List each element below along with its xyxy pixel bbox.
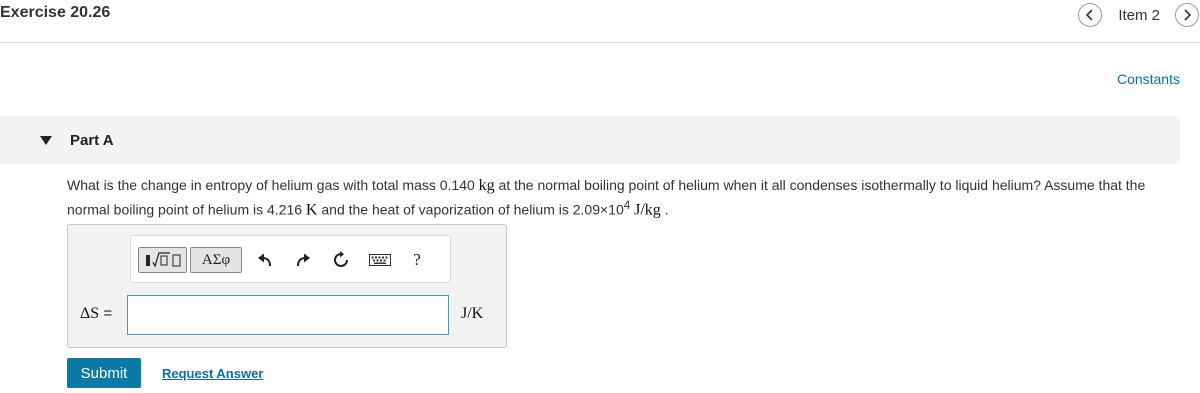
question-exponent: 4 [623,199,631,212]
question-text [67,175,1182,221]
symbols-button[interactable]: ΑΣφ [190,247,242,273]
question-text-2: at the normal boiling point of helium when it all condenses isothermally to liquid helium? Assume that the normal boiling point of helium is 4.216 [67,177,1146,218]
keyboard-button[interactable] [367,247,393,273]
undo-button[interactable] [254,247,276,273]
part-label: Part A [70,132,114,149]
page-title: Exercise 20.26 [0,4,111,21]
answer-panel [67,224,507,348]
redo-button[interactable] [292,247,314,273]
help-button[interactable] [407,247,427,273]
undo-icon [257,252,273,268]
request-answer-link[interactable]: Request Answer [162,366,264,381]
question-unit-jkg: J/kg [634,201,661,219]
templates-icon [143,250,183,270]
reset-button[interactable] [330,247,352,273]
redo-icon [295,252,311,268]
question-text-3: and the heat of vaporization of helium is 2.09×10 [317,201,624,218]
answer-unit: J/K [461,305,484,322]
question-unit-kg: kg [478,177,495,194]
templates-button[interactable] [138,247,187,273]
constants-link[interactable]: Constants [1116,71,1180,87]
chevron-left-icon [1085,9,1095,21]
answer-label [80,305,112,323]
reset-icon [332,251,350,269]
answer-symbol: ΔS [80,305,100,322]
previous-item-button[interactable] [1078,3,1102,27]
header-divider [0,42,1200,43]
answer-equals: = [99,305,113,322]
item-navigation [1078,2,1200,28]
chevron-right-icon [1182,9,1192,21]
submit-button[interactable]: Submit [67,358,141,388]
math-toolbar [130,235,451,283]
item-label: Item 2 [1118,6,1160,24]
part-header [0,116,1180,164]
collapse-triangle-icon[interactable] [40,136,52,145]
help-icon: ? [413,250,421,269]
question-unit-k: K [305,201,318,219]
keyboard-icon [369,254,391,266]
question-text-4: . [660,201,669,218]
question-text-1: What is the change in entropy of helium gas with total mass 0.140 [67,177,479,193]
answer-input[interactable] [127,295,449,335]
next-item-button[interactable] [1175,3,1199,27]
